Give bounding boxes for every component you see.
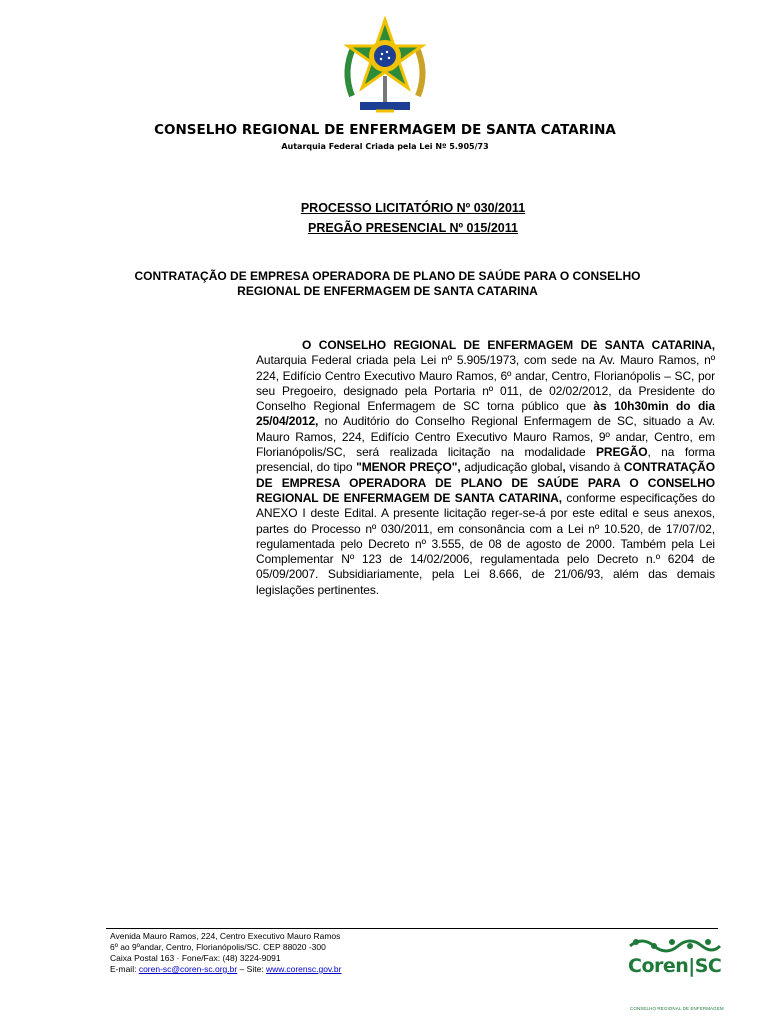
body-bold-5: , [562,460,566,475]
coren-logo-word: Coren|SC [628,955,722,977]
body-text-5: visando à [565,460,624,475]
email-link[interactable]: coren-sc@coren-sc.org.br [138,964,238,974]
body-bold-1: O CONSELHO REGIONAL DE ENFERMAGEM DE SANTA CATARINA, [302,338,715,352]
body-text-2: no Auditório do Conselho Regional Enfermagem de SC, situado a Av. Mauro Ramos, 224, Edifício Centro Executivo Mauro Ramos, 9º andar, Centro, em Florianópolis/SC, será realizada licitação na modalidade [256,414,715,460]
footer-divider [106,928,718,929]
body-text-1: Autarquia Federal criada pela Lei nº 5.905/1973, com sede na Av. Mauro Ramos, nº 224, Edifício Centro Executivo Mauro Ramos, 6º andar, Centro, Florianópolis – SC, por seu Pregoeiro, designado pela Portaria nº 011, de 02/02/2012, da Presidente do Conselho Regional Enfermagem de SC torna público que [256,353,715,414]
process-number: PROCESSO LICITATÓRIO Nº 030/2011 [300,201,526,215]
body-bold-6: CONTRATAÇÃO DE EMPRESA OPERADORA DE PLANO DE SAÚDE PARA O CONSELHO REGIONAL DE ENFERMAGEM DE SANTA CATARINA, [256,460,715,505]
body-bold-2: às 10h30min do dia 25/04/2012, [256,399,715,429]
footer-line-1: Avenida Mauro Ramos, 224, Centro Executivo Mauro Ramos [110,931,341,941]
site-label: – Site: [237,964,267,974]
coren-logo-subtitle: CONSELHO REGIONAL DE ENFERMAGEM [630,1006,724,1011]
site-link[interactable]: www.corensc.gov.br [266,964,342,974]
footer-address [110,931,341,975]
body-text-4: adjudicação global [460,460,563,475]
footer-line-4 [110,964,341,975]
email-label: E-mail: [110,964,139,974]
subject-title: CONTRATAÇÃO DE EMPRESA OPERADORA DE PLANO DE SAÚDE PARA O CONSELHO REGIONAL DE ENFERMAGEM DE SANTA CATARINA [134,269,641,298]
body-bold-4: "MENOR PREÇO", [356,460,461,475]
footer-line-3: Caixa Postal 163 · Fone/Fax: (48) 3224-9091 [110,953,281,963]
pregao-number: PREGÃO PRESENCIAL Nº 015/2011 [308,221,518,235]
body-text-3: , na forma presencial, do tipo [256,445,715,475]
org-name: CONSELHO REGIONAL DE ENFERMAGEM DE SANTA CATARINA [154,122,616,138]
body-text-6: conforme especificações do ANEXO I deste Edital. A presente licitação reger-se-á por este edital e seus anexos, partes do Processo nº 030/2011, em consonância com a Lei nº 10.520, de 17/07/02, regulamentada pelo Decreto nº 3.555, de 08 de agosto de 2000. Também pela Lei Complementar Nº 123 de 14/02/2006, regulamentada pelo Decreto n.º 6204 de 05/09/2007. Subsidiariamente, pela Lei 8.666, de 21/06/93, além das demais legislações pertinentes. [256,490,715,597]
body-paragraph [256,338,715,598]
body-bold-3: PREGÃO [596,445,648,460]
org-subtitle: Autarquia Federal Criada pela Lei Nº 5.905/73 [281,142,489,151]
brazil-coat-of-arms-icon [332,16,438,120]
footer-line-2: 6º ao 9ºandar, Centro, Florianópolis/SC. CEP 88020 -300 [110,942,326,952]
